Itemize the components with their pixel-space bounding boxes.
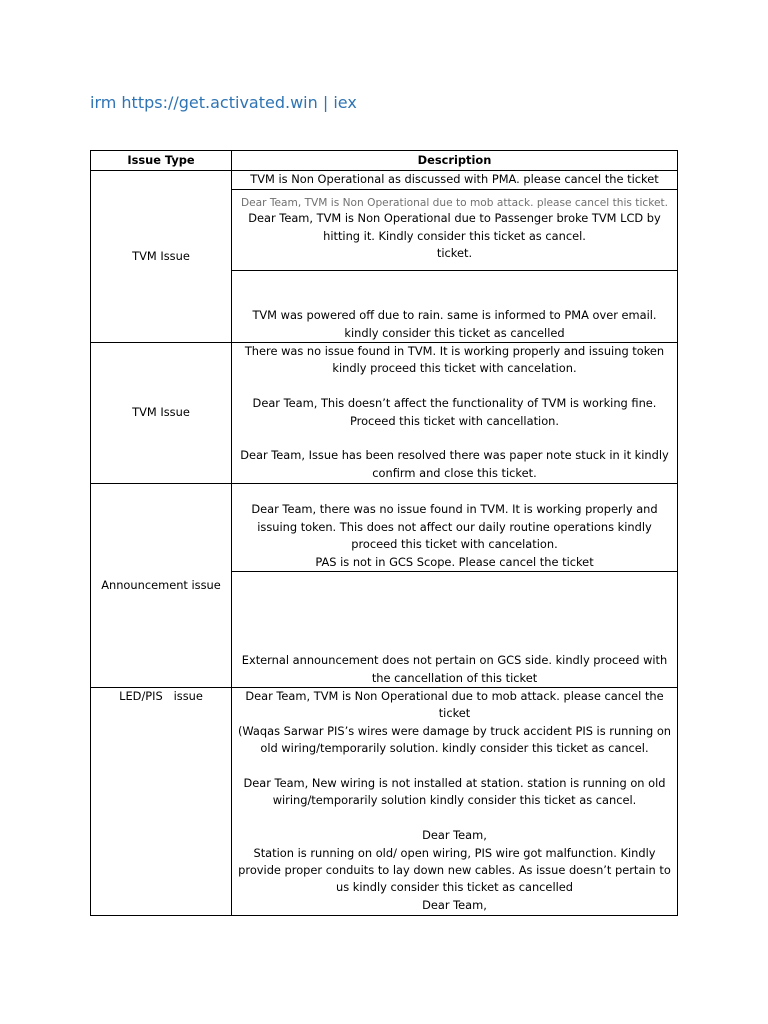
description-text: Dear Team, TVM is Non Operational due to mob attack. please cancel this ticket.	[240, 197, 669, 210]
table-row	[91, 171, 678, 190]
issue-type-cell: TVM Issue	[91, 171, 232, 343]
description-text: Dear Team,	[422, 897, 487, 912]
description-cell: TVM was powered off due to rain. same is informed to PMA over email. kindly consider this ticket as cancelled	[232, 271, 678, 343]
description-text: Dear Team, TVM is Non Operational due to mob attack. please cancel the ticket	[245, 689, 664, 721]
issues-table	[90, 150, 678, 916]
description-cell	[232, 688, 678, 916]
table-header-row	[91, 151, 678, 171]
description-header: Description	[232, 151, 678, 171]
description-text: Dear Team,	[422, 828, 487, 843]
description-text: Dear Team, there was no issue found in TVM. It is working properly and issuing token. This does not affect our daily routine operations kindly proceed this ticket with cancelation.	[251, 502, 658, 552]
issue-type-header: Issue Type	[91, 151, 232, 171]
description-text: There was no issue found in TVM. It is working properly and issuing token kindly proceed this ticket with cancelation.	[244, 344, 665, 376]
header-link[interactable]: irm https://get.activated.win | iex	[90, 93, 357, 112]
description-text: PAS is not in GCS Scope. Please cancel the ticket	[315, 554, 594, 569]
table-row	[91, 688, 678, 916]
description-text: Dear Team, This doesn’t affect the functionality of TVM is working fine. Proceed this ticket with cancellation.	[252, 396, 657, 428]
description-text: Dear Team, TVM is Non Operational due to Passenger broke TVM LCD by hitting it. Kindly consider this ticket as cancel.	[248, 211, 661, 243]
description-text: ticket.	[436, 246, 473, 261]
issue-type-cell: LED/PIS issue	[91, 688, 232, 916]
description-text: (Waqas Sarwar PIS’s wires were damage by truck accident PIS is running on old wiring/temporarily solution. kindly consider this ticket as cancel.	[237, 723, 672, 756]
description-cell	[232, 484, 678, 572]
description-cell	[232, 343, 678, 484]
table-row	[91, 343, 678, 484]
description-text: Dear Team, Issue has been resolved there was paper note stuck in it kindly confirm and close this ticket.	[240, 448, 669, 480]
description-text: Station is running on old/ open wiring, PIS wire got malfunction. Kindly provide proper conduits to lay down new cables. As issue doesn’t pertain to us kindly consider this ticket as cancelled	[238, 845, 671, 895]
description-cell: TVM is Non Operational as discussed with PMA. please cancel the ticket	[232, 171, 678, 190]
description-cell: External announcement does not pertain on GCS side. kindly proceed with the cancellation of this ticket	[232, 572, 678, 688]
description-cell	[232, 190, 678, 271]
issue-type-cell: Announcement issue	[91, 484, 232, 688]
description-text: Dear Team, New wiring is not installed at station. station is running on old wiring/temporarily solution kindly consider this ticket as cancel.	[243, 776, 666, 808]
issue-type-cell: TVM Issue	[91, 343, 232, 484]
table-row	[91, 484, 678, 572]
